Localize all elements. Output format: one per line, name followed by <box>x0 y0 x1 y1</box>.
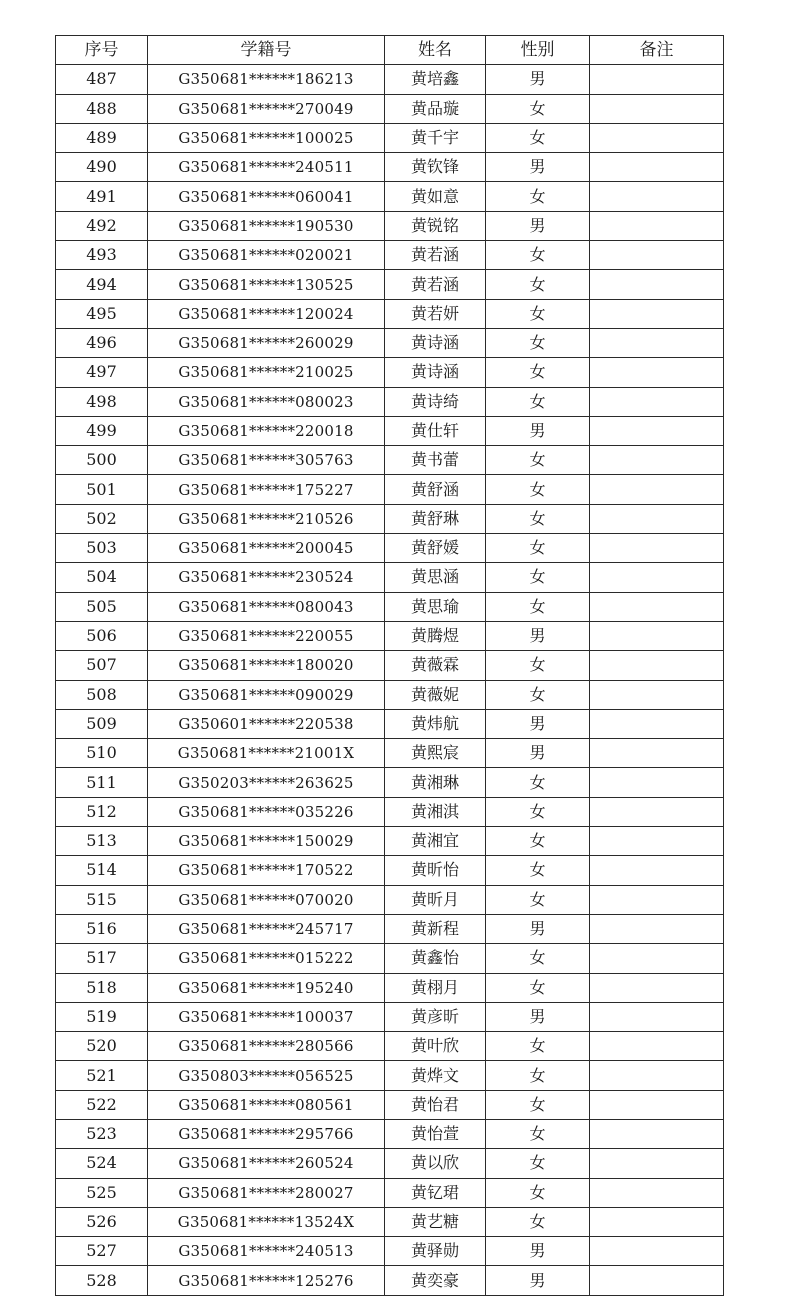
cell-seq: 523 <box>56 1119 148 1148</box>
cell-note <box>590 1002 724 1031</box>
cell-gender: 男 <box>486 709 590 738</box>
cell-note <box>590 153 724 182</box>
cell-seq: 513 <box>56 827 148 856</box>
cell-seq: 506 <box>56 621 148 650</box>
cell-name: 黄熙宸 <box>385 739 486 768</box>
table-row <box>56 328 724 357</box>
cell-name: 黄薇霖 <box>385 651 486 680</box>
cell-gender: 女 <box>486 827 590 856</box>
cell-note <box>590 504 724 533</box>
cell-note <box>590 358 724 387</box>
cell-seq: 489 <box>56 123 148 152</box>
cell-gender: 女 <box>486 475 590 504</box>
cell-student-id: G350681******220055 <box>148 621 385 650</box>
table-row <box>56 973 724 1002</box>
cell-gender: 男 <box>486 1266 590 1295</box>
cell-gender: 女 <box>486 651 590 680</box>
cell-seq: 524 <box>56 1149 148 1178</box>
cell-seq: 507 <box>56 651 148 680</box>
cell-note <box>590 299 724 328</box>
cell-student-id: G350681******280566 <box>148 1032 385 1061</box>
cell-note <box>590 797 724 826</box>
cell-gender: 男 <box>486 1237 590 1266</box>
header-name: 姓名 <box>385 36 486 65</box>
cell-student-id: G350681******060041 <box>148 182 385 211</box>
cell-gender: 女 <box>486 123 590 152</box>
cell-note <box>590 709 724 738</box>
cell-gender: 男 <box>486 621 590 650</box>
cell-gender: 女 <box>486 680 590 709</box>
cell-gender: 女 <box>486 94 590 123</box>
table-row <box>56 94 724 123</box>
cell-note <box>590 563 724 592</box>
cell-note <box>590 973 724 1002</box>
cell-name: 黄品璇 <box>385 94 486 123</box>
cell-name: 黄艺糖 <box>385 1207 486 1236</box>
cell-student-id: G350681******270049 <box>148 94 385 123</box>
cell-name: 黄若涵 <box>385 270 486 299</box>
cell-gender: 女 <box>486 328 590 357</box>
table-row <box>56 797 724 826</box>
cell-seq: 492 <box>56 211 148 240</box>
cell-name: 黄叶欣 <box>385 1032 486 1061</box>
cell-note <box>590 885 724 914</box>
cell-seq: 521 <box>56 1061 148 1090</box>
cell-name: 黄鑫怡 <box>385 944 486 973</box>
cell-name: 黄湘宜 <box>385 827 486 856</box>
cell-gender: 男 <box>486 914 590 943</box>
cell-student-id: G350681******200045 <box>148 534 385 563</box>
cell-gender: 女 <box>486 856 590 885</box>
cell-note <box>590 680 724 709</box>
cell-student-id: G350681******125276 <box>148 1266 385 1295</box>
table-row <box>56 182 724 211</box>
cell-gender: 女 <box>486 182 590 211</box>
cell-name: 黄怡君 <box>385 1090 486 1119</box>
table-row <box>56 1090 724 1119</box>
cell-note <box>590 1032 724 1061</box>
cell-name: 黄湘淇 <box>385 797 486 826</box>
cell-gender: 女 <box>486 1207 590 1236</box>
cell-gender: 女 <box>486 241 590 270</box>
table-row <box>56 358 724 387</box>
table-body <box>56 65 724 1295</box>
cell-student-id: G350681******150029 <box>148 827 385 856</box>
table-row <box>56 680 724 709</box>
cell-note <box>590 739 724 768</box>
cell-name: 黄新程 <box>385 914 486 943</box>
cell-name: 黄若涵 <box>385 241 486 270</box>
cell-gender: 女 <box>486 1149 590 1178</box>
header-seq: 序号 <box>56 36 148 65</box>
table-row <box>56 563 724 592</box>
cell-note <box>590 1090 724 1119</box>
table-row <box>56 856 724 885</box>
cell-seq: 505 <box>56 592 148 621</box>
table-row <box>56 153 724 182</box>
cell-seq: 522 <box>56 1090 148 1119</box>
table-row <box>56 416 724 445</box>
cell-student-id: G350681******210025 <box>148 358 385 387</box>
cell-note <box>590 1266 724 1295</box>
table-row <box>56 1207 724 1236</box>
cell-gender: 男 <box>486 153 590 182</box>
cell-seq: 516 <box>56 914 148 943</box>
cell-student-id: G350681******210526 <box>148 504 385 533</box>
cell-note <box>590 65 724 94</box>
cell-name: 黄炜航 <box>385 709 486 738</box>
header-student-id: 学籍号 <box>148 36 385 65</box>
cell-name: 黄奕豪 <box>385 1266 486 1295</box>
table-row <box>56 1266 724 1295</box>
table-row <box>56 592 724 621</box>
cell-seq: 501 <box>56 475 148 504</box>
cell-note <box>590 592 724 621</box>
cell-note <box>590 270 724 299</box>
table-row <box>56 1061 724 1090</box>
cell-student-id: G350681******305763 <box>148 446 385 475</box>
cell-name: 黄舒涵 <box>385 475 486 504</box>
cell-student-id: G350681******260029 <box>148 328 385 357</box>
cell-student-id: G350681******260524 <box>148 1149 385 1178</box>
cell-seq: 511 <box>56 768 148 797</box>
cell-student-id: G350681******130525 <box>148 270 385 299</box>
cell-student-id: G350203******263625 <box>148 768 385 797</box>
cell-gender: 女 <box>486 504 590 533</box>
cell-gender: 女 <box>486 768 590 797</box>
table-row <box>56 504 724 533</box>
cell-gender: 女 <box>486 1178 590 1207</box>
cell-seq: 495 <box>56 299 148 328</box>
cell-note <box>590 1237 724 1266</box>
cell-seq: 490 <box>56 153 148 182</box>
cell-student-id: G350601******220538 <box>148 709 385 738</box>
cell-gender: 女 <box>486 797 590 826</box>
cell-student-id: G350681******240511 <box>148 153 385 182</box>
cell-note <box>590 944 724 973</box>
cell-name: 黄湘琳 <box>385 768 486 797</box>
cell-name: 黄舒琳 <box>385 504 486 533</box>
cell-name: 黄千宇 <box>385 123 486 152</box>
cell-name: 黄锐铭 <box>385 211 486 240</box>
cell-note <box>590 328 724 357</box>
table-row <box>56 299 724 328</box>
cell-student-id: G350681******100037 <box>148 1002 385 1031</box>
cell-seq: 508 <box>56 680 148 709</box>
table-row <box>56 768 724 797</box>
table-row <box>56 1149 724 1178</box>
cell-student-id: G350681******180020 <box>148 651 385 680</box>
cell-gender: 女 <box>486 1061 590 1090</box>
table-row <box>56 1237 724 1266</box>
cell-note <box>590 1149 724 1178</box>
cell-name: 黄驿勋 <box>385 1237 486 1266</box>
cell-gender: 男 <box>486 65 590 94</box>
cell-student-id: G350681******230524 <box>148 563 385 592</box>
cell-gender: 女 <box>486 358 590 387</box>
cell-gender: 女 <box>486 1032 590 1061</box>
cell-student-id: G350681******245717 <box>148 914 385 943</box>
cell-name: 黄钇珺 <box>385 1178 486 1207</box>
cell-seq: 519 <box>56 1002 148 1031</box>
cell-note <box>590 416 724 445</box>
cell-seq: 504 <box>56 563 148 592</box>
cell-name: 黄培鑫 <box>385 65 486 94</box>
cell-name: 黄思涵 <box>385 563 486 592</box>
cell-student-id: G350681******13524X <box>148 1207 385 1236</box>
cell-name: 黄钦锋 <box>385 153 486 182</box>
cell-student-id: G350681******175227 <box>148 475 385 504</box>
cell-note <box>590 1207 724 1236</box>
cell-student-id: G350681******190530 <box>148 211 385 240</box>
cell-seq: 509 <box>56 709 148 738</box>
table-row <box>56 914 724 943</box>
cell-student-id: G350681******195240 <box>148 973 385 1002</box>
table-row <box>56 827 724 856</box>
cell-seq: 503 <box>56 534 148 563</box>
cell-gender: 女 <box>486 534 590 563</box>
cell-seq: 517 <box>56 944 148 973</box>
table-row <box>56 1119 724 1148</box>
student-roster-table <box>55 35 724 1296</box>
cell-name: 黄如意 <box>385 182 486 211</box>
cell-seq: 520 <box>56 1032 148 1061</box>
cell-gender: 女 <box>486 270 590 299</box>
cell-seq: 525 <box>56 1178 148 1207</box>
cell-seq: 487 <box>56 65 148 94</box>
cell-note <box>590 475 724 504</box>
cell-seq: 512 <box>56 797 148 826</box>
cell-student-id: G350681******090029 <box>148 680 385 709</box>
cell-gender: 女 <box>486 973 590 1002</box>
cell-seq: 502 <box>56 504 148 533</box>
header-row <box>56 36 724 65</box>
cell-note <box>590 856 724 885</box>
cell-seq: 496 <box>56 328 148 357</box>
cell-name: 黄彦昕 <box>385 1002 486 1031</box>
header-gender: 性别 <box>486 36 590 65</box>
cell-seq: 518 <box>56 973 148 1002</box>
cell-gender: 女 <box>486 1119 590 1148</box>
cell-note <box>590 387 724 416</box>
cell-name: 黄昕月 <box>385 885 486 914</box>
cell-note <box>590 94 724 123</box>
cell-seq: 500 <box>56 446 148 475</box>
table-row <box>56 475 724 504</box>
cell-name: 黄以欣 <box>385 1149 486 1178</box>
table-row <box>56 885 724 914</box>
cell-name: 黄仕轩 <box>385 416 486 445</box>
cell-name: 黄昕怡 <box>385 856 486 885</box>
cell-gender: 男 <box>486 1002 590 1031</box>
cell-note <box>590 827 724 856</box>
cell-student-id: G350681******21001X <box>148 739 385 768</box>
cell-seq: 493 <box>56 241 148 270</box>
cell-student-id: G350681******080023 <box>148 387 385 416</box>
cell-note <box>590 534 724 563</box>
cell-student-id: G350681******280027 <box>148 1178 385 1207</box>
cell-seq: 526 <box>56 1207 148 1236</box>
cell-student-id: G350681******080043 <box>148 592 385 621</box>
table-row <box>56 944 724 973</box>
cell-note <box>590 241 724 270</box>
cell-seq: 514 <box>56 856 148 885</box>
cell-student-id: G350803******056525 <box>148 1061 385 1090</box>
cell-student-id: G350681******295766 <box>148 1119 385 1148</box>
cell-student-id: G350681******080561 <box>148 1090 385 1119</box>
cell-name: 黄怡萱 <box>385 1119 486 1148</box>
table-row <box>56 534 724 563</box>
cell-seq: 528 <box>56 1266 148 1295</box>
cell-note <box>590 1061 724 1090</box>
student-roster-sheet <box>55 35 724 1296</box>
table-row <box>56 446 724 475</box>
cell-gender: 女 <box>486 299 590 328</box>
cell-name: 黄诗涵 <box>385 328 486 357</box>
cell-note <box>590 123 724 152</box>
cell-gender: 女 <box>486 446 590 475</box>
cell-gender: 女 <box>486 563 590 592</box>
cell-gender: 男 <box>486 416 590 445</box>
cell-name: 黄诗涵 <box>385 358 486 387</box>
cell-student-id: G350681******070020 <box>148 885 385 914</box>
cell-seq: 491 <box>56 182 148 211</box>
table-row <box>56 241 724 270</box>
cell-seq: 497 <box>56 358 148 387</box>
table-row <box>56 621 724 650</box>
cell-name: 黄思瑜 <box>385 592 486 621</box>
cell-note <box>590 651 724 680</box>
cell-student-id: G350681******170522 <box>148 856 385 885</box>
cell-student-id: G350681******020021 <box>148 241 385 270</box>
cell-gender: 女 <box>486 387 590 416</box>
cell-seq: 498 <box>56 387 148 416</box>
cell-name: 黄烨文 <box>385 1061 486 1090</box>
cell-student-id: G350681******186213 <box>148 65 385 94</box>
cell-note <box>590 1178 724 1207</box>
cell-name: 黄薇妮 <box>385 680 486 709</box>
cell-name: 黄栩月 <box>385 973 486 1002</box>
cell-gender: 女 <box>486 885 590 914</box>
cell-gender: 女 <box>486 592 590 621</box>
table-row <box>56 1178 724 1207</box>
cell-seq: 499 <box>56 416 148 445</box>
cell-student-id: G350681******035226 <box>148 797 385 826</box>
cell-name: 黄舒媛 <box>385 534 486 563</box>
cell-note <box>590 182 724 211</box>
cell-student-id: G350681******100025 <box>148 123 385 152</box>
cell-note <box>590 914 724 943</box>
cell-note <box>590 446 724 475</box>
header-note: 备注 <box>590 36 724 65</box>
table-row <box>56 739 724 768</box>
cell-note <box>590 768 724 797</box>
cell-student-id: G350681******120024 <box>148 299 385 328</box>
cell-seq: 515 <box>56 885 148 914</box>
table-row <box>56 387 724 416</box>
cell-gender: 女 <box>486 1090 590 1119</box>
table-row <box>56 651 724 680</box>
cell-note <box>590 621 724 650</box>
cell-gender: 男 <box>486 739 590 768</box>
cell-seq: 510 <box>56 739 148 768</box>
cell-name: 黄书蕾 <box>385 446 486 475</box>
cell-student-id: G350681******220018 <box>148 416 385 445</box>
table-row <box>56 1002 724 1031</box>
cell-name: 黄诗绮 <box>385 387 486 416</box>
table-row <box>56 709 724 738</box>
cell-note <box>590 1119 724 1148</box>
cell-student-id: G350681******240513 <box>148 1237 385 1266</box>
table-row <box>56 123 724 152</box>
cell-seq: 527 <box>56 1237 148 1266</box>
cell-seq: 494 <box>56 270 148 299</box>
table-row <box>56 65 724 94</box>
table-header <box>56 36 724 65</box>
cell-gender: 男 <box>486 211 590 240</box>
table-row <box>56 270 724 299</box>
cell-seq: 488 <box>56 94 148 123</box>
table-row <box>56 1032 724 1061</box>
cell-name: 黄腾煜 <box>385 621 486 650</box>
cell-name: 黄若妍 <box>385 299 486 328</box>
table-row <box>56 211 724 240</box>
cell-gender: 女 <box>486 944 590 973</box>
cell-note <box>590 211 724 240</box>
cell-student-id: G350681******015222 <box>148 944 385 973</box>
